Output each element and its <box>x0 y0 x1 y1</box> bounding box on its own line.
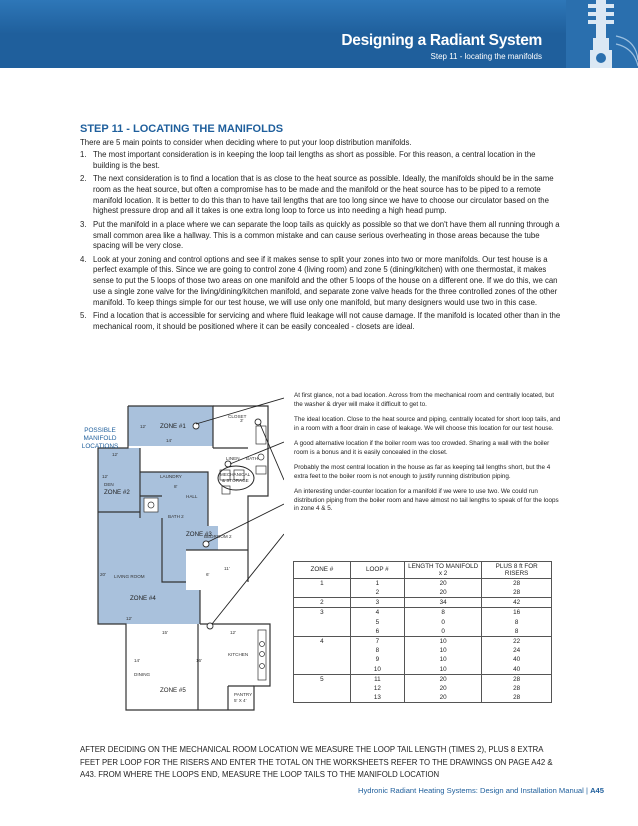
table-cell: 28 <box>482 684 552 693</box>
list-text: The next consideration is to find a location that is as close to the heat source as possible. Ideally, the manifolds should be in the same room as the heat source, but often a compromise has to be made and the manifold or the heat source has to be piped to a remote manifold location. It is better to do this than to have tail lengths that are too long since we have to choose our circulator based on the highest pressure drop and all it takes is one extra long loop to force us into needing a high head pump. <box>93 174 554 216</box>
table-cell: 5 <box>294 674 351 684</box>
list-number: 3. <box>80 219 87 229</box>
table-cell: 3 <box>294 608 351 618</box>
storage-label: & STORAGE <box>222 478 249 483</box>
table-cell: 9 <box>350 655 404 664</box>
dimension-label: 11' <box>224 566 230 571</box>
table-cell: 8 <box>482 618 552 627</box>
table-cell: 10 <box>404 646 481 655</box>
table-cell: 22 <box>482 637 552 647</box>
table-cell: 40 <box>482 655 552 664</box>
table-row <box>294 598 552 608</box>
list-number: 4. <box>80 254 87 264</box>
dimension-label: 16' <box>196 658 202 663</box>
table-cell: 2 <box>294 598 351 608</box>
table-cell: 28 <box>482 588 552 598</box>
table-cell: 20 <box>404 693 481 703</box>
dimension-label: 14' <box>166 438 172 443</box>
list-item <box>80 311 562 333</box>
page-title: Designing a Radiant System <box>341 32 542 49</box>
table-cell: 34 <box>404 598 481 608</box>
dimension-label: 12' <box>140 424 146 429</box>
table-cell: 1 <box>350 578 404 588</box>
dining-label: DINING <box>134 672 151 677</box>
pantry-size-label: 5' X 4' <box>234 698 247 703</box>
possible-label-line: LOCATIONS <box>81 443 119 450</box>
table-header: LOOP # <box>350 562 404 579</box>
table-cell: 24 <box>482 646 552 655</box>
hall-label: HALL <box>186 494 198 499</box>
table-cell: 20 <box>404 684 481 693</box>
header-banner <box>0 0 638 68</box>
manifold-logo-icon <box>566 0 638 68</box>
floor-plan <box>78 386 284 712</box>
zone-3-label: ZONE #3 <box>186 531 212 538</box>
table-row <box>294 655 552 664</box>
table-cell <box>294 684 351 693</box>
table-row <box>294 693 552 703</box>
callout-text: At first glance, not a bad location. Across from the mechanical room and centrally located, but the washer & dryer will make it difficult to get to. <box>294 392 555 408</box>
list-number: 1. <box>80 150 87 159</box>
table-cell <box>294 646 351 655</box>
bedroom2-label: BEDROOM 2 <box>204 534 232 539</box>
laundry-label: LAUNDRY <box>160 474 182 479</box>
possible-label-line: MANIFOLD <box>83 435 117 442</box>
table-row <box>294 684 552 693</box>
table-cell: 4 <box>294 637 351 647</box>
table-cell: 20 <box>404 578 481 588</box>
zone-5-label: ZONE #5 <box>160 687 186 694</box>
list-item <box>80 255 562 309</box>
closet-label: CLOSET <box>228 414 247 419</box>
dimension-label: 12' <box>230 630 236 635</box>
list-item <box>80 220 562 252</box>
table-row <box>294 627 552 637</box>
table-header-row <box>294 562 552 579</box>
living-room-label: LIVING ROOM <box>114 574 145 579</box>
list-text: The most important consideration is in keeping the loop tail lengths as short as possible. For this reason, a central location in the building is the best. <box>93 150 536 170</box>
mechanical-label: MECHANICAL <box>220 472 251 477</box>
table-cell: 10 <box>404 637 481 647</box>
zone-4-label: ZONE #4 <box>130 595 156 602</box>
table-cell: 40 <box>482 665 552 675</box>
table-cell <box>294 588 351 598</box>
table-cell: 28 <box>482 693 552 703</box>
dimension-label: 8' <box>174 484 178 489</box>
pantry-label: PANTRY <box>234 692 253 697</box>
table-row <box>294 578 552 588</box>
bath-label: BATH <box>246 456 258 461</box>
table-row <box>294 646 552 655</box>
table-cell: 0 <box>404 627 481 637</box>
list-number: 5. <box>80 311 87 321</box>
table-cell: 4 <box>350 608 404 618</box>
table-cell: 28 <box>482 674 552 684</box>
table-cell: 16 <box>482 608 552 618</box>
list-number: 2. <box>80 174 87 184</box>
table-header: ZONE # <box>294 562 351 579</box>
table-cell: 12 <box>350 684 404 693</box>
dimension-label: 6' <box>206 572 210 577</box>
table-row <box>294 637 552 647</box>
table-row <box>294 665 552 675</box>
list-text: Put the manifold in a place where we can separate the loop tails as quickly as possible so that we don't have them all running through a small common area like a hallway. This is a common mistake and can cause serious overheating in those areas because the tube spacing will be very close. <box>93 219 560 251</box>
table-cell: 42 <box>482 598 552 608</box>
callout-text: The ideal location. Close to the heat source and piping, centrally located for short loop tails, and in a room with a floor drain in case of leakage. We will choose this location for our test house. <box>294 416 561 432</box>
table-cell: 6 <box>350 627 404 637</box>
dimension-label: 14' <box>134 658 140 663</box>
den-label: DEN <box>104 482 114 487</box>
footer-separator: | <box>585 786 588 795</box>
banner-gloss <box>0 0 638 34</box>
page-subtitle: Step 11 - locating the manifolds <box>430 52 542 61</box>
step-heading: STEP 11 - LOCATING THE MANIFOLDS <box>80 123 284 135</box>
table-cell: 0 <box>404 618 481 627</box>
linen-label: LINEN <box>226 456 240 461</box>
possible-label-line: POSSIBLE <box>84 427 116 434</box>
list-text: Look at your zoning and control options and see if it makes sense to split your zones into two or more manifolds. Our test house is a perfect example of this. Since we are going to control zone 4 (living room) and zone 5 (dining/kitchen) with one thermostat, it makes sense to put the 5 loops of those two areas on one manifold and the other 5 loops of the house on a different one. If we do this, we can use a single zone valve for the living/dining/kitchen manifold, and separate zone valve heads for the three controlled zones of the other manifold. To keep things simple for our test house, we will use only one manifold, but many designers would use two in this case. <box>93 254 558 307</box>
callout-text: Probably the most central location in the house as far as keeping tail lengths short, but the 4 extra feet to the boiler room is not enough to justify running distribution piping. <box>294 464 551 480</box>
intro-text: There are 5 main points to consider when deciding where to put your loop distribution manifolds. <box>80 138 412 147</box>
dimension-label: 12' <box>102 474 108 479</box>
table-cell: 20 <box>404 588 481 598</box>
table-cell: 28 <box>482 578 552 588</box>
table-row <box>294 588 552 598</box>
table-cell: 13 <box>350 693 404 703</box>
loop-length-table <box>293 561 552 703</box>
table-cell: 10 <box>404 655 481 664</box>
callout-text: A good alternative location if the boiler room was too crowded. Sharing a wall with the boiler room is a bonus and it is easily concealed in the closet. <box>294 440 550 456</box>
dimension-label: 15' <box>162 630 168 635</box>
dimension-label: 12' <box>126 616 132 621</box>
kitchen-label: KITCHEN <box>228 652 249 657</box>
table-cell <box>294 618 351 627</box>
page-number: A45 <box>590 786 604 795</box>
list-text: Find a location that is accessible for servicing and where fluid leakage will not cause damage. If the manifold is located other than in the mechanical room, it should be positioned where it can be easily concealed - closets are ideal. <box>93 311 561 331</box>
table-cell: 1 <box>294 578 351 588</box>
manual-title: Hydronic Radiant Heating Systems: Design and Installation Manual <box>358 786 584 795</box>
table-row <box>294 674 552 684</box>
page-footer <box>358 786 604 795</box>
list-item <box>80 174 562 217</box>
table-cell <box>294 627 351 637</box>
location-callouts <box>294 392 562 521</box>
callout-text: An interesting under-counter location for a manifold if we were to use two. We could run distribution piping from the boiler room and have almost no tail lengths to speak of for the loops in zone 4 & 5. <box>294 488 559 512</box>
table-cell: 3 <box>350 598 404 608</box>
table-header: LENGTH TO MANIFOLD x 2 <box>404 562 481 579</box>
dimension-label: 3' <box>240 418 244 423</box>
table-cell <box>294 665 351 675</box>
list-item <box>80 150 562 172</box>
table-cell: 2 <box>350 588 404 598</box>
considerations-list <box>80 150 562 335</box>
bath2-label: BATH 2 <box>168 514 184 519</box>
table-cell: 20 <box>404 674 481 684</box>
table-header: PLUS 8 ft FOR RISERS <box>482 562 552 579</box>
dimension-label: 20' <box>100 572 106 577</box>
table-row <box>294 608 552 618</box>
zone-1-label: ZONE #1 <box>160 423 186 430</box>
zone-2-area <box>98 448 140 512</box>
table-cell <box>294 693 351 703</box>
table-cell <box>294 655 351 664</box>
table-cell: 10 <box>350 665 404 675</box>
table-cell: 7 <box>350 637 404 647</box>
table-cell: 8 <box>482 627 552 637</box>
zone-2-label: ZONE #2 <box>104 489 130 496</box>
footer-note: AFTER DECIDING ON THE MECHANICAL ROOM LOCATION WE MEASURE THE LOOP TAIL LENGTH (TIMES 2), PLUS 8 EXTRA FEET PER LOOP FOR THE RISERS AND ENTER THE TOTAL ON THE WORKSHEETS REFER TO THE DRAWINGS ON PAGE A42 & A43. FROM WHERE THE LOOPS END, MEASURE THE LOOP TAILS TO THE MANIFOLD LOCATION <box>80 745 553 779</box>
table-row <box>294 618 552 627</box>
table-cell: 8 <box>404 608 481 618</box>
table-cell: 8 <box>350 646 404 655</box>
dimension-label: 12' <box>112 452 118 457</box>
table-cell: 10 <box>404 665 481 675</box>
table-cell: 11 <box>350 674 404 684</box>
table-cell: 5 <box>350 618 404 627</box>
